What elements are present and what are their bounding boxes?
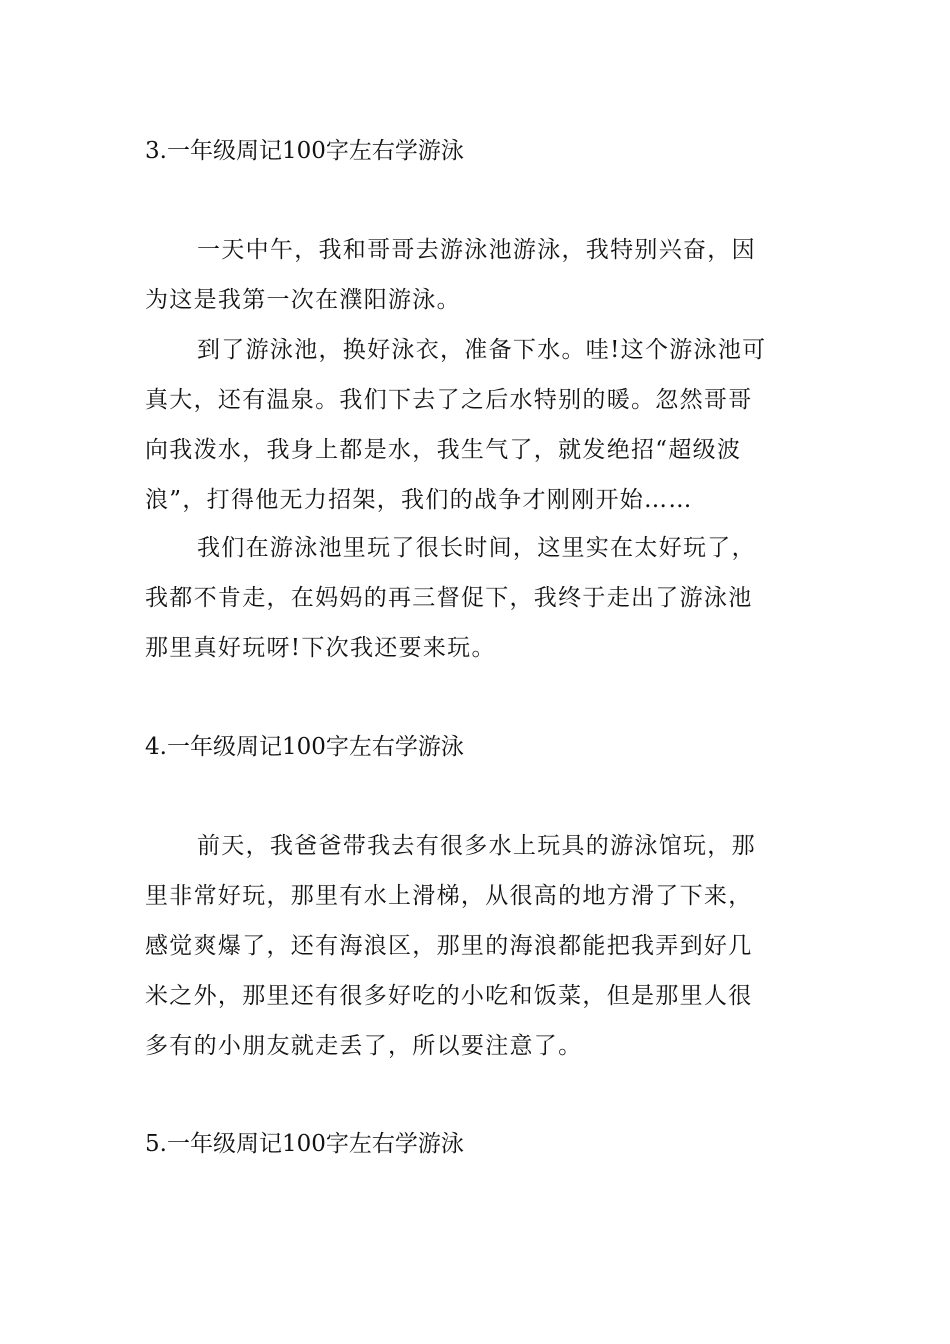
section-heading: 3.一年级周记100字左右学游泳 bbox=[145, 138, 464, 164]
paragraph bbox=[145, 325, 813, 525]
paragraph-line: 我们在游泳池里玩了很长时间，这里实在太好玩了， bbox=[197, 535, 756, 561]
paragraph-line: 我都不肯走，在妈妈的再三督促下，我终于走出了游泳池 bbox=[145, 585, 753, 611]
section-heading: 5.一年级周记100字左右学游泳 bbox=[145, 1131, 464, 1157]
paragraph-line: 前天，我爸爸带我去有很多水上玩具的游泳馆玩，那 bbox=[197, 833, 756, 859]
paragraph-line: 到了游泳池，换好泳衣，准备下水。哇!这个游泳池可 bbox=[197, 337, 767, 363]
paragraph bbox=[145, 523, 813, 673]
paragraph bbox=[145, 821, 813, 1071]
paragraph-line: 为这是我第一次在濮阳游泳。 bbox=[145, 287, 461, 313]
paragraph-line: 浪”，打得他无力招架，我们的战争才刚刚开始…… bbox=[145, 487, 693, 513]
paragraph-line: 感觉爽爆了，还有海浪区，那里的海浪都能把我弄到好几 bbox=[145, 933, 753, 959]
paragraph-line: 向我泼水，我身上都是水，我生气了，就发绝招“超级波 bbox=[145, 437, 742, 463]
paragraph-line: 真大，还有温泉。我们下去了之后水特别的暖。忽然哥哥 bbox=[145, 387, 753, 413]
paragraph bbox=[145, 225, 813, 325]
paragraph-line: 一天中午，我和哥哥去游泳池游泳，我特别兴奋，因 bbox=[197, 237, 756, 263]
paragraph-line: 米之外，那里还有很多好吃的小吃和饭菜，但是那里人很 bbox=[145, 983, 753, 1009]
section-heading: 4.一年级周记100字左右学游泳 bbox=[145, 734, 464, 760]
paragraph-line: 多有的小朋友就走丢了，所以要注意了。 bbox=[145, 1033, 583, 1059]
paragraph-line: 里非常好玩，那里有水上滑梯，从很高的地方滑了下来， bbox=[145, 883, 753, 909]
paragraph-line: 那里真好玩呀!下次我还要来玩。 bbox=[145, 635, 496, 661]
